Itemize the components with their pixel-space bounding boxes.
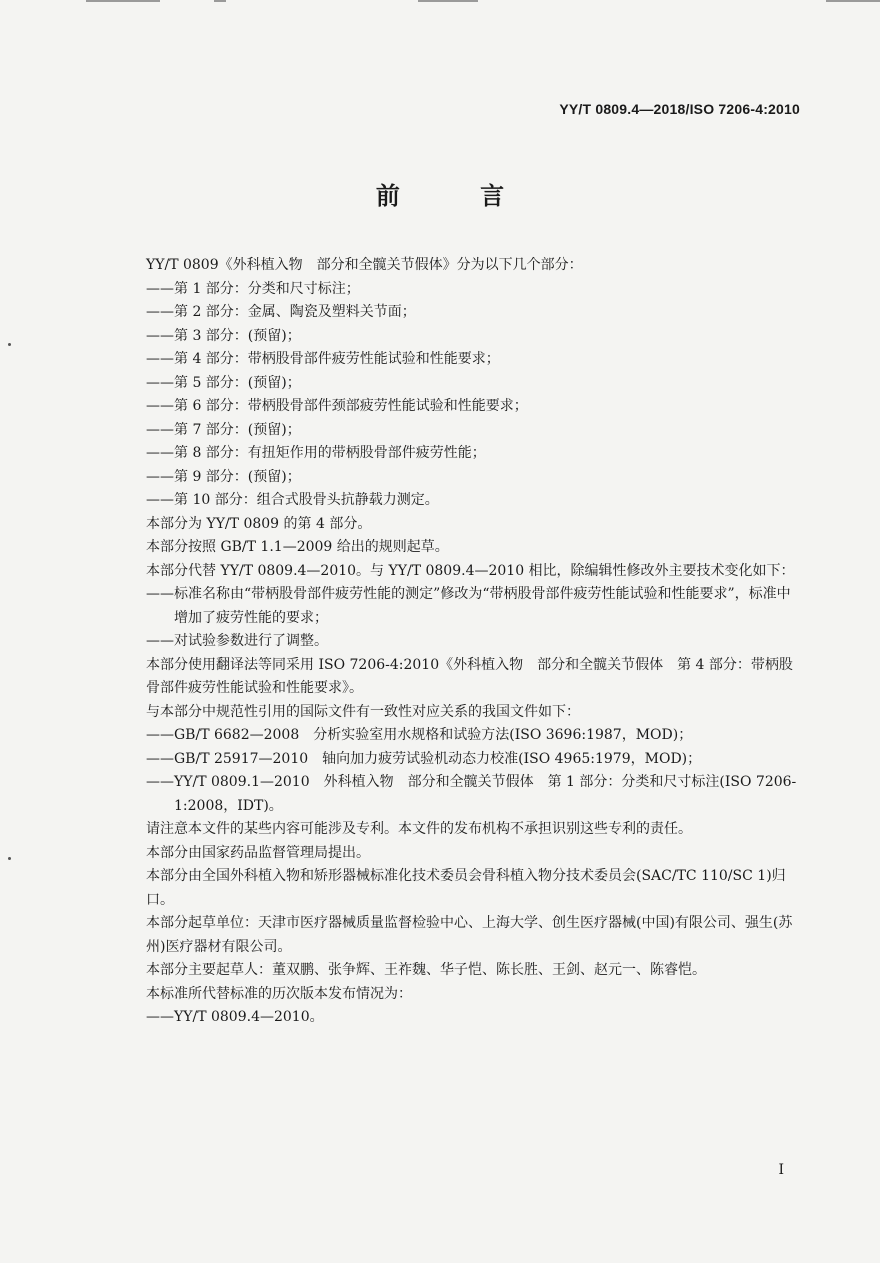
list-item: ——第 7 部分：(预留)； (146, 421, 301, 438)
list-item: ——YY/T 0809.1—2010 外科植入物 部分和全髋关节假体 第 1 部分：分类和尺寸标注(ISO 7206-1:2008，IDT)。 (146, 774, 797, 814)
paragraph: 本标准所代替标准的历次版本发布情况为： (146, 985, 412, 1002)
paragraph: 本部分使用翻译法等同采用 ISO 7206-4:2010《外科植入物 部分和全髋关节假体 第 4 部分：带柄股骨部件疲劳性能试验和性能要求》。 (146, 656, 793, 696)
paragraph: 本部分由国家药品监督管理局提出。 (146, 844, 370, 861)
paragraph: 本部分由全国外科植入物和矫形器械标准化技术委员会骨科植入物分技术委员会(SAC/TC 110/SC 1)归口。 (146, 868, 786, 908)
list-item: ——第 10 部分：组合式股骨头抗静载力测定。 (146, 492, 439, 508)
paragraph: 本部分按照 GB/T 1.1—2009 给出的规则起草。 (146, 539, 449, 555)
scan-edge-mark (826, 0, 880, 2)
list-item: ——GB/T 25917—2010 轴向加力疲劳试验机动态力校准(ISO 4965:1979，MOD)； (146, 750, 702, 767)
paragraph: YY/T 0809《外科植入物 部分和全髋关节假体》分为以下几个部分： (146, 257, 583, 273)
list-item: ——第 3 部分：(预留)； (146, 327, 301, 344)
scan-edge-mark (418, 0, 478, 2)
paragraph: 本部分起草单位：天津市医疗器械质量监督检验中心、上海大学、创生医疗器械(中国)有限公司、强生(苏州)医疗器材有限公司。 (146, 915, 793, 955)
list-item: ——第 2 部分：金属、陶瓷及塑料关节面； (146, 304, 416, 320)
list-item: ——对试验参数进行了调整。 (146, 633, 328, 649)
list-item: ——第 4 部分：带柄股骨部件疲劳性能试验和性能要求； (146, 351, 500, 367)
list-item: ——第 6 部分：带柄股骨部件颈部疲劳性能试验和性能要求； (146, 398, 528, 414)
scan-edge-mark (214, 0, 226, 2)
paragraph: 本部分代替 YY/T 0809.4—2010。与 YY/T 0809.4—2010 相比，除编辑性修改外主要技术变化如下： (146, 562, 795, 579)
paragraph: 本部分为 YY/T 0809 的第 4 部分。 (146, 515, 372, 532)
list-item: ——GB/T 6682—2008 分析实验室用水规格和试验方法(ISO 3696:1987，MOD)； (146, 727, 693, 743)
list-item: ——第 1 部分：分类和尺寸标注； (146, 280, 360, 297)
paragraph: 本部分主要起草人：董双鹏、张争辉、王祚魏、华子恺、陈长胜、王剑、赵元一、陈睿恺。 (146, 962, 706, 978)
scan-dot (8, 857, 11, 860)
list-item: ——第 8 部分：有扭矩作用的带柄股骨部件疲劳性能； (146, 445, 486, 461)
standard-code: YY/T 0809.4—2018/ISO 7206-4:2010 (559, 101, 800, 117)
scan-dot (8, 343, 11, 346)
page-number: I (778, 1162, 784, 1178)
page-title: 前 言 (375, 182, 541, 210)
paragraph: 请注意本文件的某些内容可能涉及专利。本文件的发布机构不承担识别这些专利的责任。 (146, 821, 692, 837)
list-item: ——YY/T 0809.4—2010。 (146, 1009, 324, 1025)
paragraph: 与本部分中规范性引用的国际文件有一致性对应关系的我国文件如下： (146, 703, 580, 720)
document-body (118, 254, 804, 1030)
scan-edge-mark (86, 0, 160, 2)
list-item: ——第 9 部分：(预留)； (146, 468, 301, 485)
list-item: ——第 5 部分：(预留)； (146, 374, 301, 391)
list-item: ——标准名称由“带柄股骨部件疲劳性能的测定”修改为“带柄股骨部件疲劳性能试验和性能要求”，标准中增加了疲劳性能的要求； (146, 586, 791, 626)
